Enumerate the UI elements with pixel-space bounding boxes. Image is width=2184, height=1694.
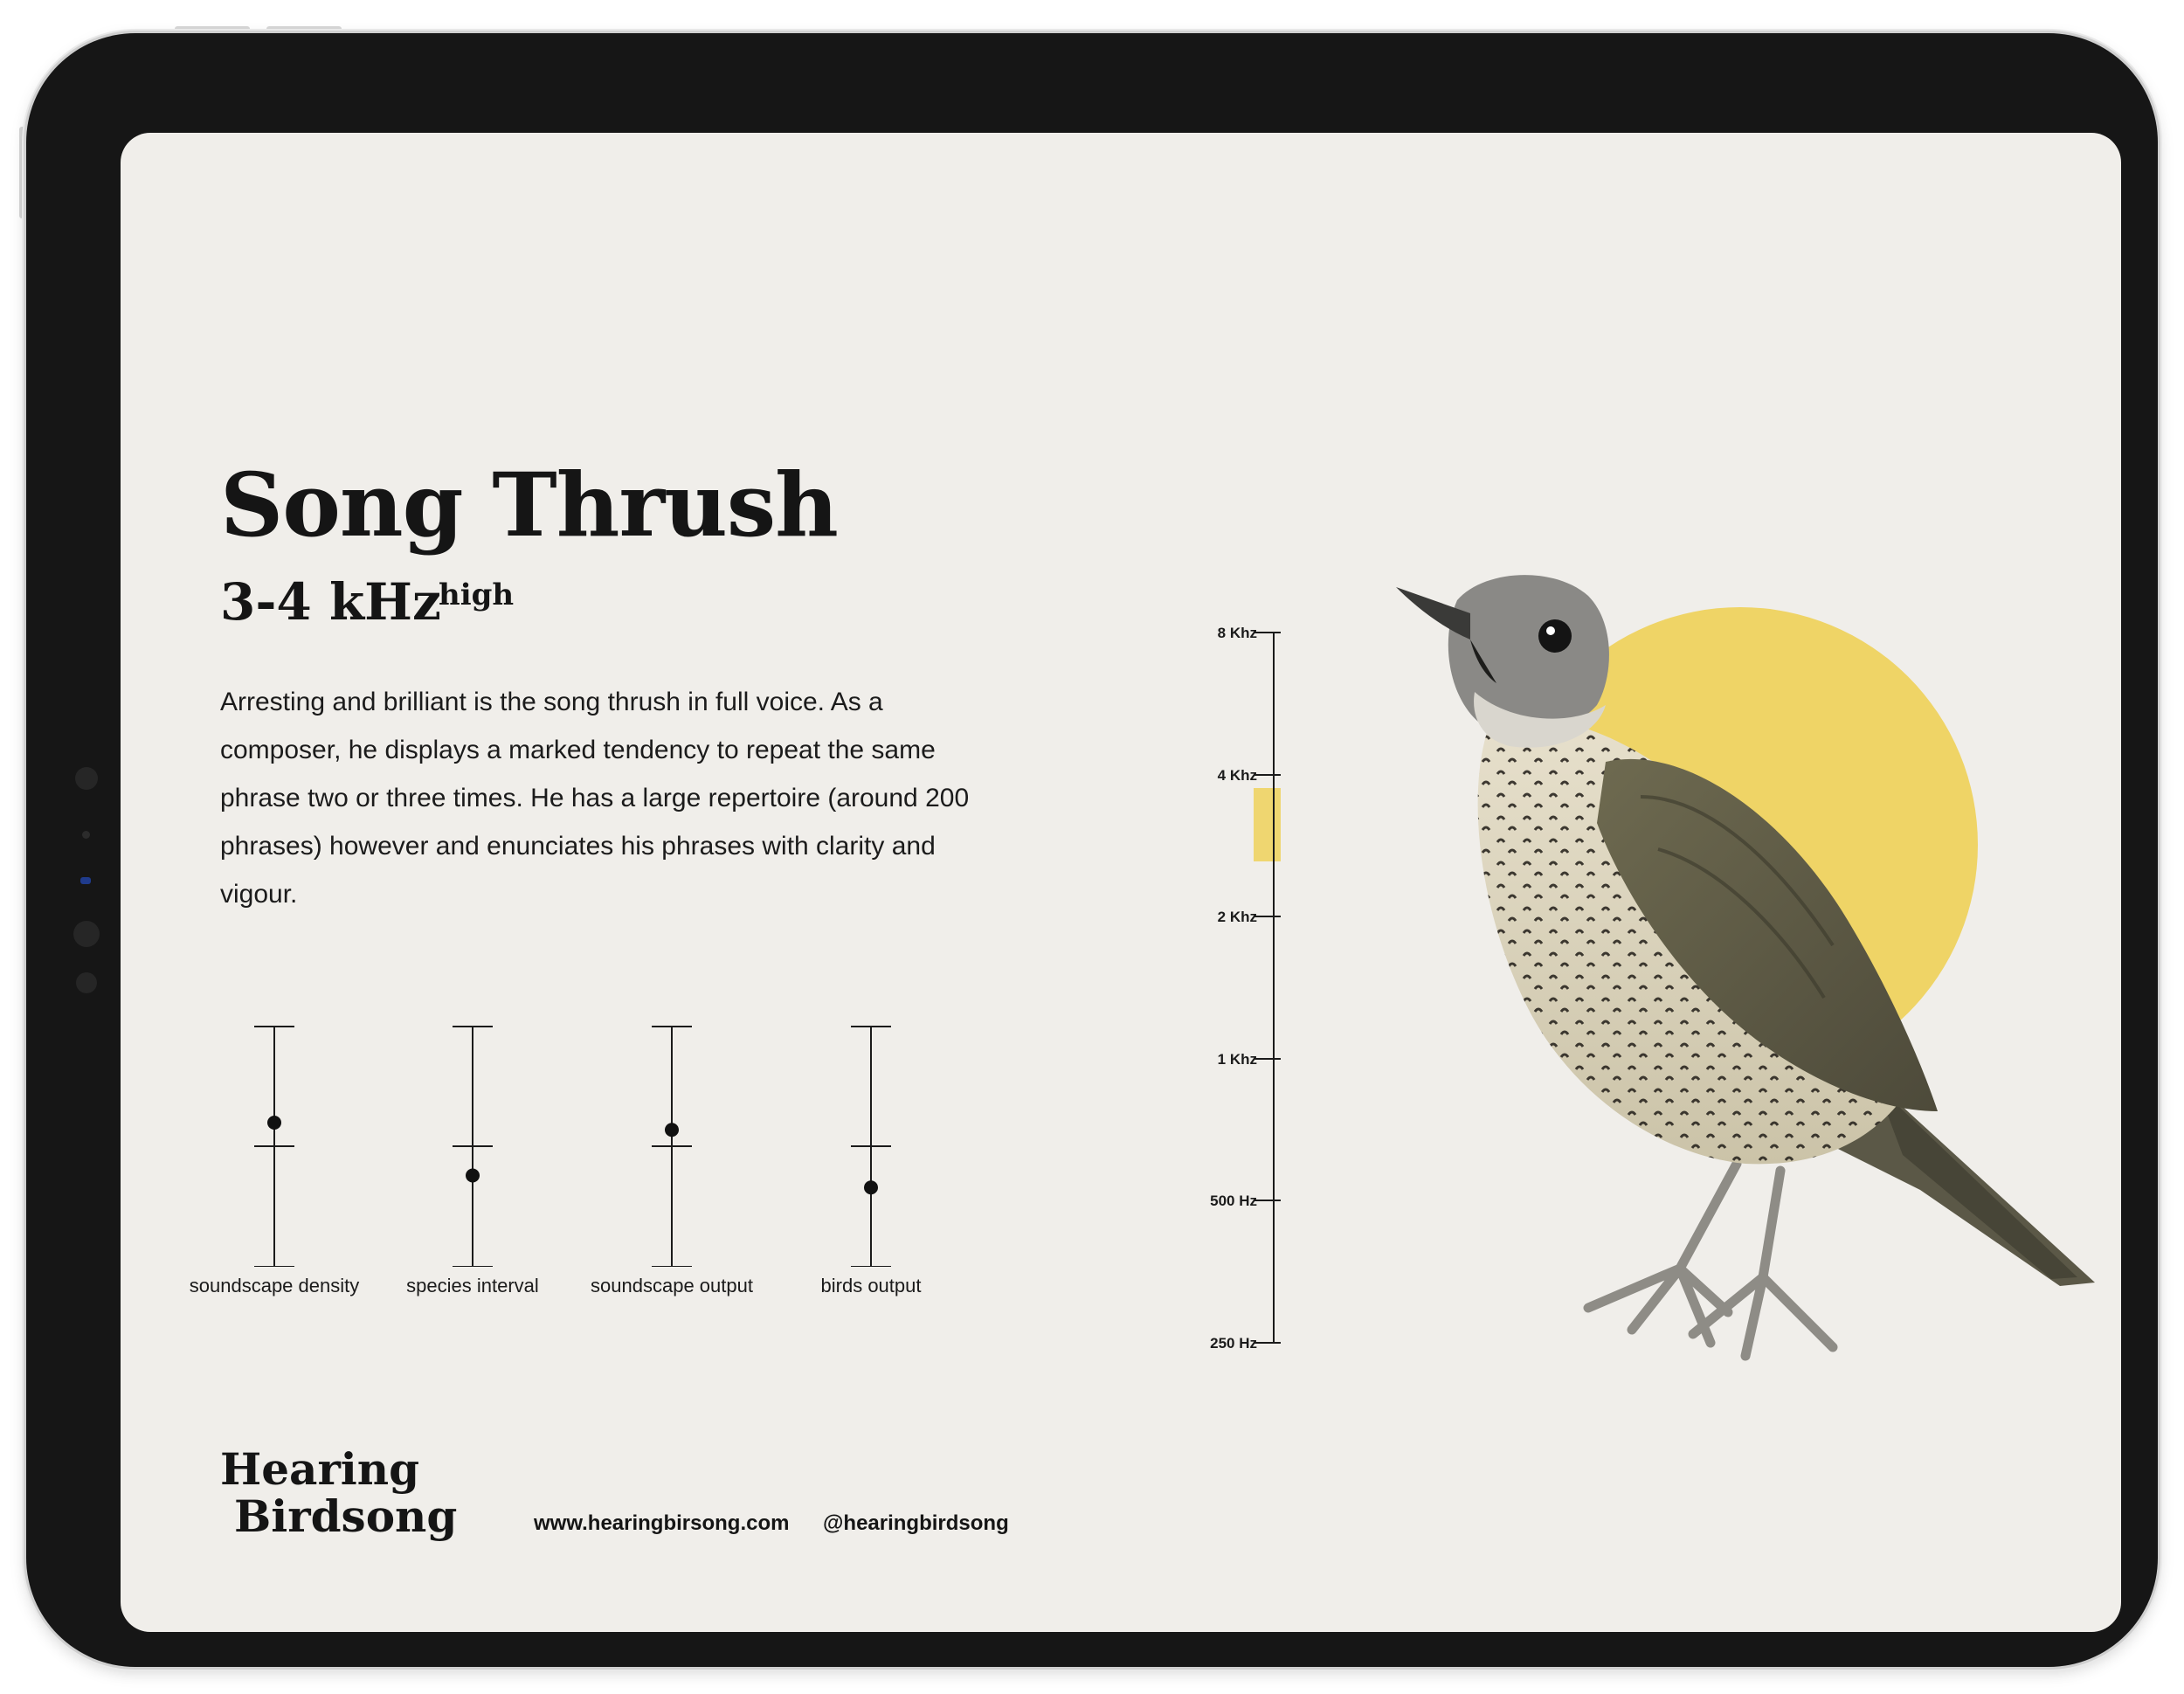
bird-beak xyxy=(1396,587,1470,640)
power-button xyxy=(19,127,26,218)
indicator-species-interval xyxy=(359,1013,586,1328)
brand-logo xyxy=(220,1443,458,1542)
volume-up-button xyxy=(175,26,250,33)
frequency-tick-label: 2 Khz xyxy=(1217,909,1257,925)
frequency-level-label: high xyxy=(439,577,515,612)
frequency-tick-label: 250 Hz xyxy=(1210,1335,1257,1352)
camera-sensor-3 xyxy=(76,972,97,993)
indicator-dot xyxy=(864,1180,878,1194)
brand-line-1: Hearing xyxy=(220,1443,420,1495)
indicator-dot xyxy=(466,1169,480,1183)
frequency-scale xyxy=(1080,526,1281,1382)
bird-eye xyxy=(1538,619,1572,653)
bird-legs xyxy=(1588,1164,1833,1356)
tablet-device-frame xyxy=(26,33,2158,1667)
indicator-label: soundscape density xyxy=(189,1275,360,1296)
camera-sensor-1 xyxy=(75,767,98,790)
website-link[interactable]: www.hearingbirsong.com xyxy=(534,1511,790,1535)
indicator-scale xyxy=(558,1013,785,1267)
social-handle-link[interactable]: @hearingbirdsong xyxy=(823,1511,1009,1535)
bird-description: Arresting and brilliant is the song thrush in full voice. As a composer, he displays a marked tendency to repeat the same phrase two or three times. He has a large repertoire (around 200 phrases) however and enunciates his phrases with clarity and vigour. xyxy=(220,688,970,909)
bird-frequency: 3-4 kHz xyxy=(220,572,441,632)
brand-line-2: Birdsong xyxy=(234,1490,458,1542)
indicator-birds-output xyxy=(757,1013,985,1328)
indicator-dot xyxy=(267,1116,281,1130)
bird-head xyxy=(1448,575,1609,735)
indicator-soundscape-density xyxy=(161,1013,388,1328)
bird-name-title: Song Thrush xyxy=(220,453,838,557)
camera-lens xyxy=(73,921,100,947)
indicator-scale xyxy=(359,1013,586,1267)
frequency-tick-label: 500 Hz xyxy=(1210,1193,1257,1209)
indicator-scale xyxy=(161,1013,388,1267)
indicator-label: species interval xyxy=(406,1275,539,1296)
song-thrush-illustration xyxy=(1309,517,2112,1391)
volume-down-button xyxy=(266,26,342,33)
app-screen xyxy=(121,133,2121,1632)
indicator-soundscape-output xyxy=(558,1013,785,1328)
indicator-label: birds output xyxy=(820,1275,922,1296)
indicator-scale xyxy=(757,1013,985,1267)
frequency-tick-label: 4 Khz xyxy=(1217,767,1257,784)
indicator-label: soundscape output xyxy=(591,1275,753,1296)
indicator-dot xyxy=(665,1123,679,1137)
frequency-tick-label: 1 Khz xyxy=(1217,1051,1257,1068)
frequency-highlight-band xyxy=(1254,788,1281,861)
camera-sensor-2 xyxy=(82,831,90,839)
camera-indicator xyxy=(80,877,91,884)
frequency-tick-label: 8 Khz xyxy=(1217,625,1257,641)
